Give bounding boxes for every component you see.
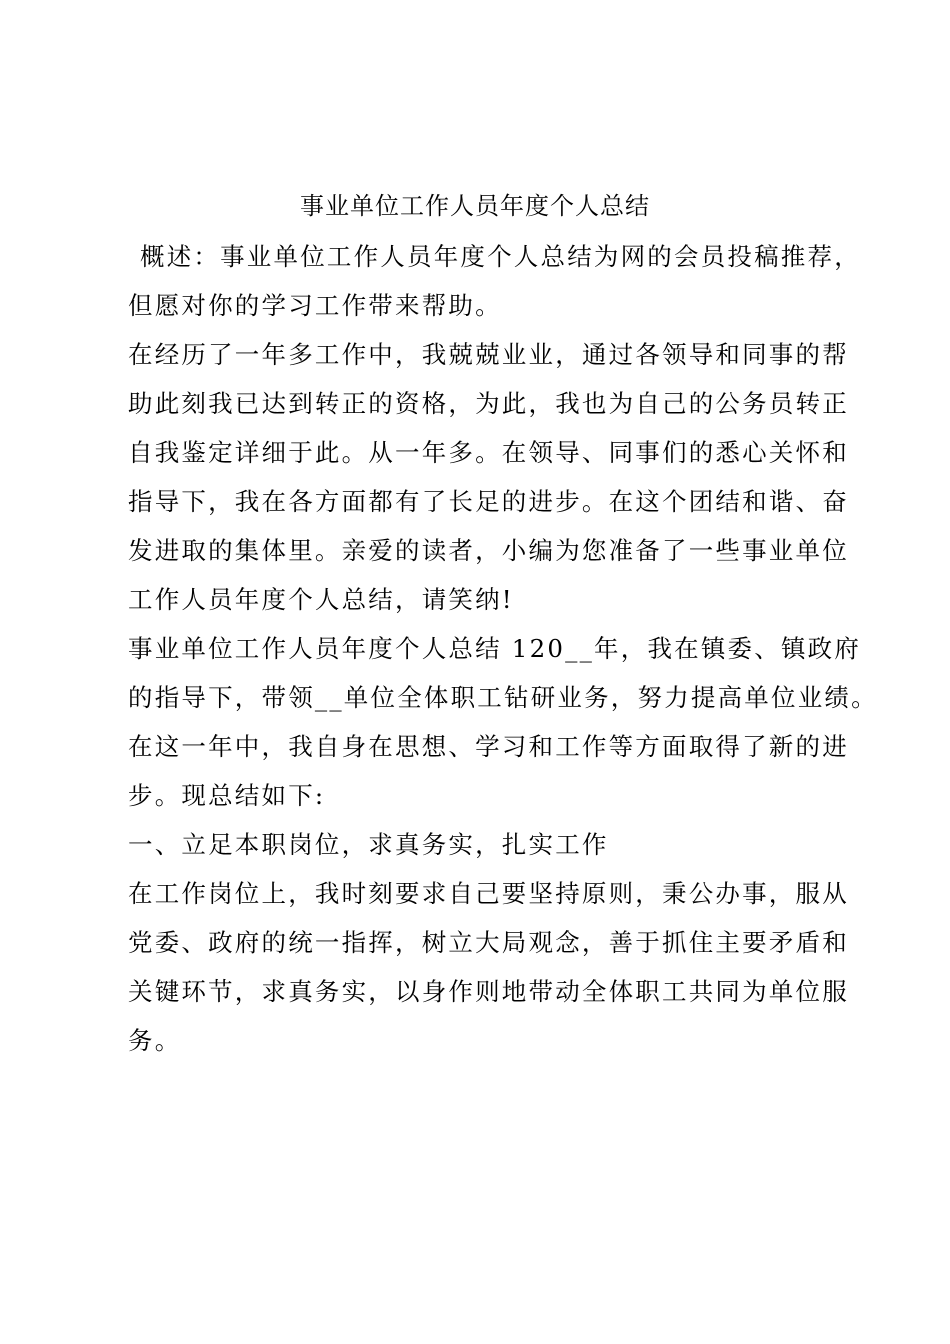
summary-line-1: 概述：事业单位工作人员年度个人总结为网的会员投稿推荐， <box>140 242 861 271</box>
document-body <box>128 232 878 1065</box>
paragraph-1-line-2: 助此刻我已达到转正的资格，为此，我也为自己的公务员转正 <box>128 389 849 418</box>
paragraph-2-line-3: 在这一年中，我自身在思想、学习和工作等方面取得了新的进 <box>128 732 849 761</box>
paragraph-3-line-3: 关键环节，求真务实，以身作则地带动全体职工共同为单位服 <box>128 977 849 1006</box>
paragraph-2-line-4: 步。现总结如下: <box>128 781 326 810</box>
paragraph-2-line-1: 事业单位工作人员年度个人总结 120__年，我在镇委、镇政府 <box>128 634 862 663</box>
document-title: 事业单位工作人员年度个人总结 <box>300 192 650 220</box>
paragraph-1-line-5: 发进取的集体里。亲爱的读者，小编为您准备了一些事业单位 <box>128 536 849 565</box>
paragraph-1-line-3: 自我鉴定详细于此。从一年多。在领导、同事们的悉心关怀和 <box>128 438 849 467</box>
paragraph-3-line-2: 党委、政府的统一指挥，树立大局观念，善于抓住主要矛盾和 <box>128 928 849 957</box>
paragraph-1-line-4: 指导下，我在各方面都有了长足的进步。在这个团结和谐、奋 <box>128 487 849 516</box>
paragraph-3-line-4: 务。 <box>128 1026 182 1055</box>
summary-line-2: 但愿对你的学习工作带来帮助。 <box>128 291 502 320</box>
paragraph-3-line-1: 在工作岗位上，我时刻要求自己要坚持原则，秉公办事，服从 <box>128 879 849 908</box>
paragraph-1-line-6: 工作人员年度个人总结，请笑纳! <box>128 585 514 614</box>
paragraph-1-line-1: 在经历了一年多工作中，我兢兢业业，通过各领导和同事的帮 <box>128 340 849 369</box>
paragraph-2-line-2: 的指导下，带领__单位全体职工钻研业务，努力提高单位业绩。 <box>128 683 878 712</box>
section-heading-1: 一、立足本职岗位，求真务实，扎实工作 <box>128 830 609 859</box>
